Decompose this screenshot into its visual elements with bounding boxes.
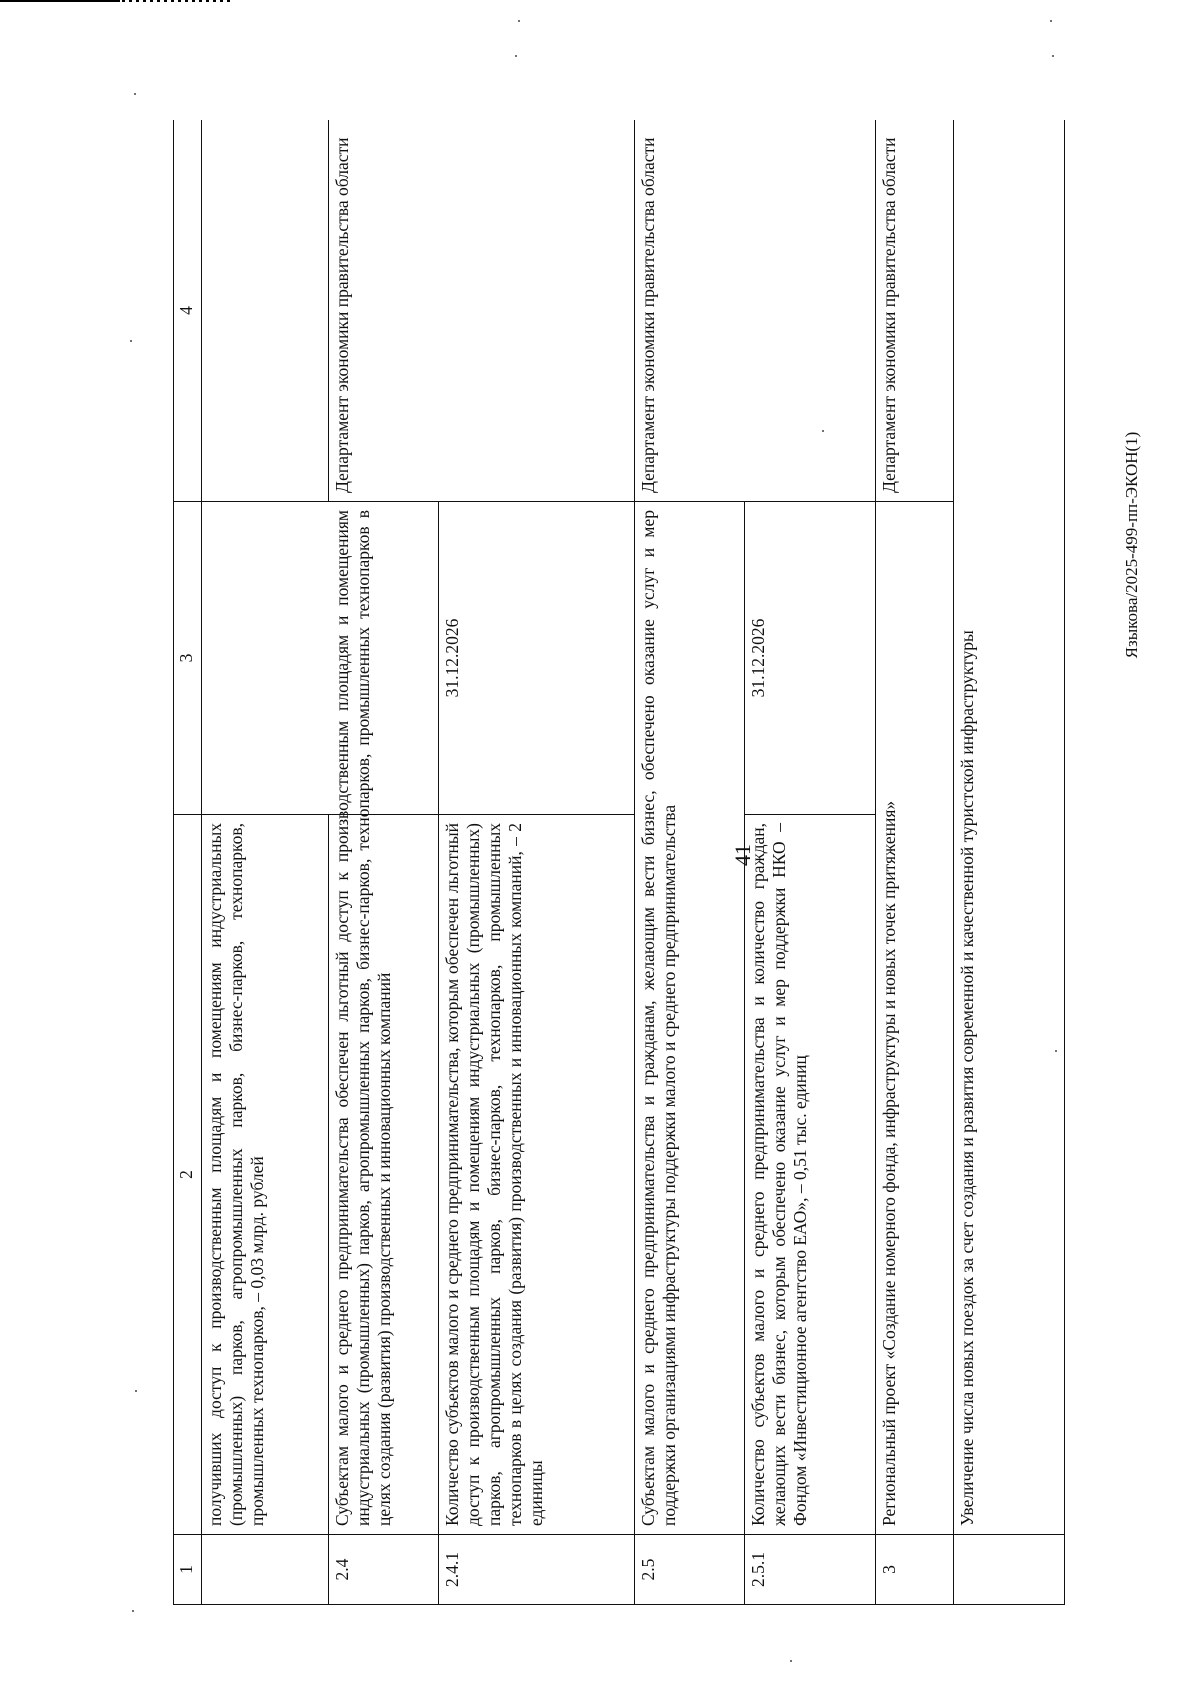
plan-table — [173, 120, 1065, 1605]
row-responsible: Департамент экономики правительства области — [328, 120, 634, 502]
scan-edge-mark-dashed — [122, 0, 232, 2]
header-col-2: 2 — [174, 815, 202, 1535]
scan-speck — [132, 1610, 134, 1612]
row-number — [202, 1535, 329, 1605]
scan-speck — [790, 1660, 792, 1662]
scan-speck — [518, 20, 520, 22]
rotated-table-wrapper — [173, 120, 1065, 1605]
row-responsible: Департамент экономики правительства области — [634, 120, 875, 502]
row-description: Субъектам малого и среднего предпринимательства обеспечен льготный доступ к производственным площадям и помещениям индустриальных (промышленных) парков, агропромышленных парков, бизнес-парков, технопарков, промышленных технопарков в целях создания (развития) производственных и инновационных компаний — [328, 502, 439, 1535]
row-number: 2.4 — [328, 1535, 439, 1605]
row-number: 2.5.1 — [745, 1535, 876, 1605]
scan-speck — [134, 93, 136, 95]
row-number: 2.5 — [634, 1535, 745, 1605]
scan-speck — [1052, 55, 1054, 57]
row-description: Субъектам малого и среднего предпринимательства и гражданам, желающим вести бизнес, обеспечено оказание услуг и мер поддержки организациями инфраструктуры поддержки малого и среднего предпринимательства — [634, 502, 745, 1535]
document-code: Языкова/2025-499-пп-ЭКОН(1) — [1122, 431, 1141, 659]
row-description: получивших доступ к производственным площадям и помещениям индустриальных (промышленных) парков, агропромышленных парков, бизнес-парков, технопарков, промышленных технопарков, – 0,03 млрд. рублей — [202, 815, 329, 1535]
table-row — [202, 120, 329, 1605]
table-row — [328, 120, 439, 1605]
header-col-3: 3 — [174, 502, 202, 815]
table-row — [634, 120, 745, 1605]
row-number: 3 — [876, 1535, 954, 1605]
row-description: Увеличение числа новых поездок за счет создания и развития современной и качественной туристской инфраструктуры — [954, 120, 1065, 1535]
row-date: 31.12.2026 — [745, 502, 876, 815]
row-description: Региональный проект «Создание номерного фонда, инфраструктуры и новых точек притяжения» — [876, 502, 954, 1535]
page-number: 41 — [730, 844, 755, 866]
scan-speck — [130, 340, 132, 342]
row-description: Количество субъектов малого и среднего предпринимательства и количество граждан, желающих вести бизнес, которым обеспечено оказание услуг и мер поддержки НКО – Фондом «Инвестиционное агентство ЕАО», – 0,51 тыс. единиц — [745, 815, 876, 1535]
scan-speck — [515, 55, 517, 57]
scan-edge-mark — [0, 0, 120, 2]
row-number — [954, 1535, 1065, 1605]
header-col-4: 4 — [174, 120, 202, 502]
scan-speck — [1050, 20, 1052, 22]
row-responsible — [202, 120, 329, 502]
table-header-row — [174, 120, 202, 1605]
header-col-1: 1 — [174, 1535, 202, 1605]
scan-speck — [135, 1390, 137, 1392]
row-date: 31.12.2026 — [439, 502, 635, 815]
table-row — [954, 120, 1065, 1605]
row-number: 2.4.1 — [439, 1535, 635, 1605]
row-responsible: Департамент экономики правительства области — [876, 120, 954, 502]
row-description: Количество субъектов малого и среднего предпринимательства, которым обеспечен льготный доступ к производственным площадям и помещениям индустриальных (промышленных) парков, агропромышленных парков, бизнес-парков, технопарков, промышленных технопарков в целях создания (развития) производственных и инновационных компаний, – 2 единицы — [439, 815, 635, 1535]
table-row — [876, 120, 954, 1605]
